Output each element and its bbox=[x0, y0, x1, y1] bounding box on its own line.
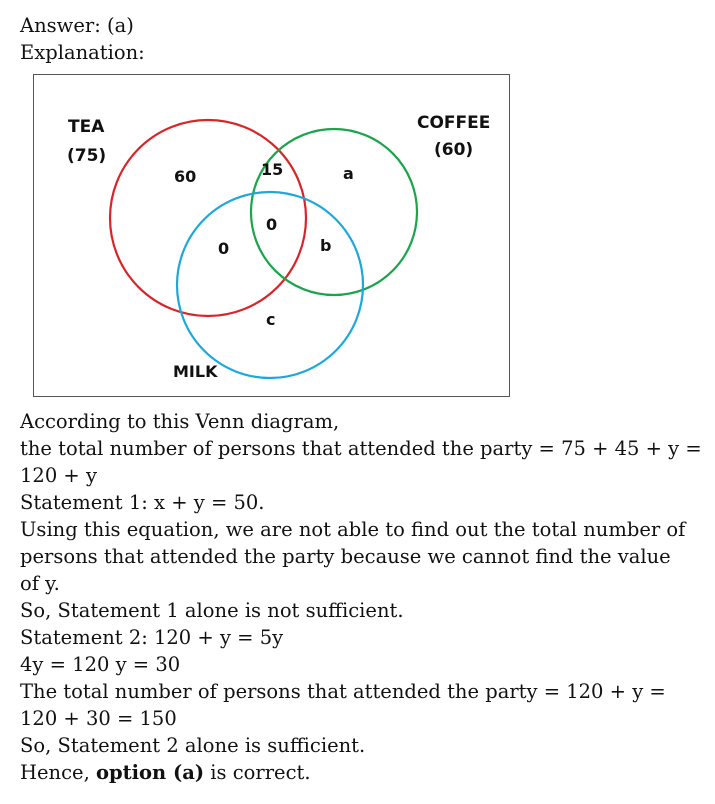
text-line-12: 120 + 30 = 150 bbox=[20, 707, 177, 730]
text-line-3: 120 + y bbox=[20, 464, 97, 487]
coffee-circle bbox=[251, 129, 417, 295]
statement-1: Statement 1: x + y = 50. bbox=[20, 491, 265, 514]
region-tea-milk: 0 bbox=[218, 239, 230, 258]
text-line-1: According to this Venn diagram, bbox=[20, 410, 340, 433]
region-milk-only: c bbox=[266, 310, 276, 329]
region-tea-coffee: 15 bbox=[261, 160, 284, 179]
statement-2-conclusion: So, Statement 2 alone is sufficient. bbox=[20, 734, 366, 757]
region-coffee-milk: b bbox=[320, 236, 332, 255]
final-option: option (a) bbox=[95, 761, 205, 784]
venn-svg bbox=[34, 75, 511, 398]
venn-diagram bbox=[33, 74, 510, 397]
final-suffix: is correct. bbox=[204, 761, 311, 784]
region-all-three: 0 bbox=[266, 215, 278, 234]
text-line-5: Using this equation, we are not able to find out the total number of bbox=[20, 518, 686, 541]
tea-label: TEA bbox=[68, 117, 105, 137]
coffee-count: (60) bbox=[434, 140, 474, 160]
tea-count: (75) bbox=[67, 146, 107, 166]
coffee-label: COFFEE bbox=[417, 113, 491, 133]
region-tea-only: 60 bbox=[174, 167, 197, 186]
explanation-heading: Explanation: bbox=[20, 41, 145, 64]
answer-line: Answer: (a) bbox=[20, 14, 134, 37]
region-coffee-only: a bbox=[343, 164, 354, 183]
milk-label: MILK bbox=[173, 362, 218, 381]
statement-1-conclusion: So, Statement 1 alone is not sufficient. bbox=[20, 599, 404, 622]
equation-line: 4y = 120 y = 30 bbox=[20, 653, 181, 676]
text-line-7: of y. bbox=[20, 572, 60, 595]
text-line-11: The total number of persons that attended the party = 120 + y = bbox=[20, 680, 666, 703]
final-prefix: Hence, bbox=[20, 761, 96, 784]
text-line-2: the total number of persons that attended the party = 75 + 45 + y = bbox=[20, 437, 702, 460]
final-answer-line bbox=[20, 759, 311, 786]
statement-2: Statement 2: 120 + y = 5y bbox=[20, 626, 284, 649]
text-line-6: persons that attended the party because we cannot find the value bbox=[20, 545, 671, 568]
